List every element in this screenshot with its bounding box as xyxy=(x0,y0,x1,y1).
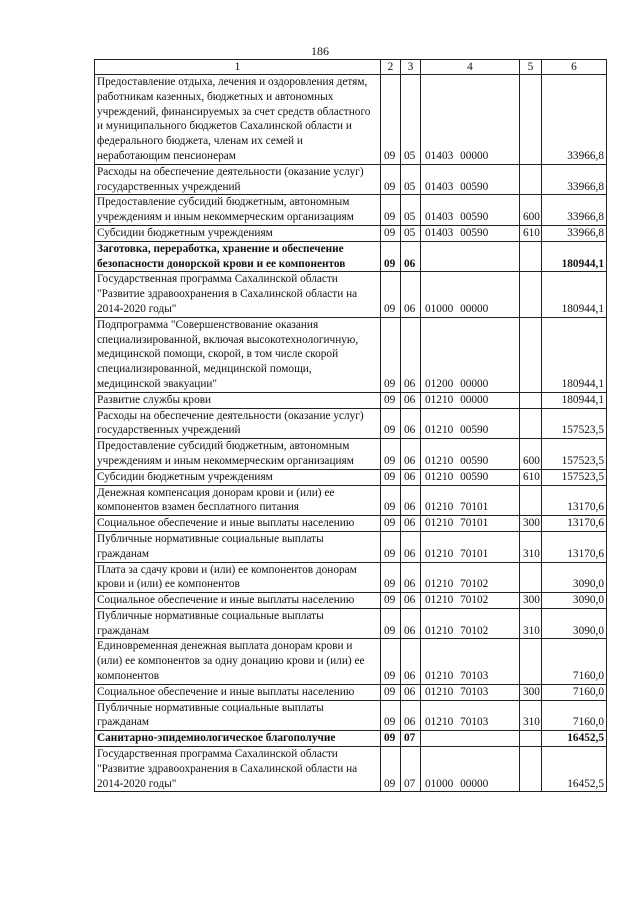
row-target-article xyxy=(421,731,520,747)
row-expense-type xyxy=(520,485,542,516)
row-expense-type xyxy=(520,392,542,408)
row-target-article: 01210 00590 xyxy=(421,439,520,470)
row-amount: 3090,0 xyxy=(542,608,607,639)
row-subsection-code: 06 xyxy=(401,639,421,684)
row-subsection-code: 06 xyxy=(401,392,421,408)
row-expense-type xyxy=(520,241,542,272)
row-section-code: 09 xyxy=(381,516,401,532)
row-subsection-code: 06 xyxy=(401,531,421,562)
row-name: Единовременная денежная выплата донорам крови и (или) ее компонентов за одну донацию крови и (или) ее компонентов xyxy=(95,639,381,684)
row-target-article xyxy=(421,241,520,272)
row-expense-type: 600 xyxy=(520,195,542,226)
row-name: Государственная программа Сахалинской области "Развитие здравоохранения в Сахалинской области на 2014-2020 годы" xyxy=(95,272,381,317)
row-subsection-code: 06 xyxy=(401,469,421,485)
row-target-article: 01210 70103 xyxy=(421,684,520,700)
row-target-article: 01200 00000 xyxy=(421,317,520,392)
row-amount: 180944,1 xyxy=(542,241,607,272)
row-subsection-code: 06 xyxy=(401,272,421,317)
row-expense-type: 310 xyxy=(520,608,542,639)
row-target-article: 01210 70101 xyxy=(421,516,520,532)
row-name: Плата за сдачу крови и (или) ее компонентов донорам крови и (или) ее компонентов xyxy=(95,562,381,593)
table-row xyxy=(95,439,607,470)
row-amount: 33966,8 xyxy=(542,164,607,195)
row-expense-type xyxy=(520,408,542,439)
row-expense-type xyxy=(520,272,542,317)
row-amount: 180944,1 xyxy=(542,392,607,408)
row-section-code: 09 xyxy=(381,593,401,609)
row-amount: 180944,1 xyxy=(542,272,607,317)
page-number: 186 xyxy=(311,44,329,58)
row-section-code: 09 xyxy=(381,272,401,317)
row-amount: 3090,0 xyxy=(542,593,607,609)
row-subsection-code: 06 xyxy=(401,241,421,272)
column-header-target-article: 4 xyxy=(421,60,520,75)
row-target-article: 01210 70102 xyxy=(421,608,520,639)
column-header-name: 1 xyxy=(95,60,381,75)
column-header-section: 2 xyxy=(381,60,401,75)
row-name: Заготовка, переработка, хранение и обеспечение безопасности донорской крови и ее компонентов xyxy=(95,241,381,272)
table-row xyxy=(95,593,607,609)
row-target-article: 01210 00000 xyxy=(421,392,520,408)
row-section-code: 09 xyxy=(381,164,401,195)
table-row xyxy=(95,317,607,392)
row-target-article: 01403 00590 xyxy=(421,195,520,226)
row-amount: 157523,5 xyxy=(542,439,607,470)
row-expense-type xyxy=(520,562,542,593)
row-section-code: 09 xyxy=(381,469,401,485)
row-subsection-code: 06 xyxy=(401,485,421,516)
row-subsection-code: 06 xyxy=(401,439,421,470)
row-amount: 13170,6 xyxy=(542,485,607,516)
row-subsection-code: 06 xyxy=(401,516,421,532)
row-amount: 157523,5 xyxy=(542,469,607,485)
row-amount: 13170,6 xyxy=(542,531,607,562)
table-header-row xyxy=(95,60,607,75)
row-subsection-code: 06 xyxy=(401,700,421,731)
row-target-article: 01210 70102 xyxy=(421,593,520,609)
row-name: Государственная программа Сахалинской области "Развитие здравоохранения в Сахалинской области на 2014-2020 годы" xyxy=(95,747,381,792)
row-subsection-code: 06 xyxy=(401,408,421,439)
row-name: Расходы на обеспечение деятельности (оказание услуг) государственных учреждений xyxy=(95,164,381,195)
row-subsection-code: 05 xyxy=(401,75,421,165)
row-expense-type: 310 xyxy=(520,700,542,731)
row-expense-type: 300 xyxy=(520,593,542,609)
row-target-article: 01210 70101 xyxy=(421,531,520,562)
row-subsection-code: 07 xyxy=(401,731,421,747)
table-row xyxy=(95,562,607,593)
row-expense-type xyxy=(520,747,542,792)
table-row xyxy=(95,700,607,731)
row-expense-type: 610 xyxy=(520,469,542,485)
row-amount: 13170,6 xyxy=(542,516,607,532)
row-name: Предоставление субсидий бюджетным, автономным учреждениям и иным некоммерческим организациям xyxy=(95,195,381,226)
table-row xyxy=(95,225,607,241)
row-section-code: 09 xyxy=(381,639,401,684)
row-section-code: 09 xyxy=(381,225,401,241)
table-row xyxy=(95,485,607,516)
row-name: Расходы на обеспечение деятельности (оказание услуг) государственных учреждений xyxy=(95,408,381,439)
table-row xyxy=(95,408,607,439)
row-amount: 7160,0 xyxy=(542,639,607,684)
row-expense-type: 300 xyxy=(520,684,542,700)
row-section-code: 09 xyxy=(381,562,401,593)
row-target-article: 01210 70101 xyxy=(421,485,520,516)
row-subsection-code: 06 xyxy=(401,317,421,392)
row-name: Публичные нормативные социальные выплаты гражданам xyxy=(95,531,381,562)
row-target-article: 01403 00000 xyxy=(421,75,520,165)
row-expense-type: 600 xyxy=(520,439,542,470)
table-row xyxy=(95,75,607,165)
row-expense-type: 300 xyxy=(520,516,542,532)
row-name: Социальное обеспечение и иные выплаты населению xyxy=(95,516,381,532)
row-subsection-code: 06 xyxy=(401,562,421,593)
column-header-amount: 6 xyxy=(542,60,607,75)
row-target-article: 01210 70103 xyxy=(421,700,520,731)
table-row xyxy=(95,516,607,532)
row-name: Развитие службы крови xyxy=(95,392,381,408)
row-expense-type xyxy=(520,164,542,195)
row-expense-type: 310 xyxy=(520,531,542,562)
row-amount: 33966,8 xyxy=(542,225,607,241)
row-section-code: 09 xyxy=(381,731,401,747)
row-section-code: 09 xyxy=(381,75,401,165)
row-amount: 180944,1 xyxy=(542,317,607,392)
row-section-code: 09 xyxy=(381,747,401,792)
row-section-code: 09 xyxy=(381,195,401,226)
row-section-code: 09 xyxy=(381,485,401,516)
table-row xyxy=(95,195,607,226)
table-row xyxy=(95,608,607,639)
row-target-article: 01210 00590 xyxy=(421,408,520,439)
row-target-article: 01210 70103 xyxy=(421,639,520,684)
table-row xyxy=(95,241,607,272)
row-subsection-code: 06 xyxy=(401,684,421,700)
row-section-code: 09 xyxy=(381,439,401,470)
row-expense-type xyxy=(520,317,542,392)
row-expense-type: 610 xyxy=(520,225,542,241)
row-target-article: 01403 00590 xyxy=(421,164,520,195)
row-name: Субсидии бюджетным учреждениям xyxy=(95,225,381,241)
table-row xyxy=(95,164,607,195)
row-target-article: 01210 70102 xyxy=(421,562,520,593)
row-name: Предоставление субсидий бюджетным, автономным учреждениям и иным некоммерческим организациям xyxy=(95,439,381,470)
row-target-article: 01000 00000 xyxy=(421,747,520,792)
row-subsection-code: 06 xyxy=(401,608,421,639)
row-amount: 7160,0 xyxy=(542,684,607,700)
row-subsection-code: 05 xyxy=(401,195,421,226)
row-name: Публичные нормативные социальные выплаты гражданам xyxy=(95,700,381,731)
row-section-code: 09 xyxy=(381,684,401,700)
table-row xyxy=(95,731,607,747)
row-subsection-code: 06 xyxy=(401,593,421,609)
row-name: Субсидии бюджетным учреждениям xyxy=(95,469,381,485)
row-expense-type xyxy=(520,639,542,684)
row-section-code: 09 xyxy=(381,408,401,439)
row-name: Социальное обеспечение и иные выплаты населению xyxy=(95,593,381,609)
row-name: Предоставление отдыха, лечения и оздоровления детям, работникам казенных, бюджетных и автономных учреждений, финансируемых за счет средств областного и муниципального бюджетов Сахалинской области и федерального бюджета, членам их семей и неработающим пенсионерам xyxy=(95,75,381,165)
row-target-article: 01210 00590 xyxy=(421,469,520,485)
row-amount: 33966,8 xyxy=(542,75,607,165)
column-header-expense-type: 5 xyxy=(520,60,542,75)
table-row xyxy=(95,684,607,700)
row-name: Публичные нормативные социальные выплаты гражданам xyxy=(95,608,381,639)
row-amount: 16452,5 xyxy=(542,731,607,747)
row-amount: 16452,5 xyxy=(542,747,607,792)
table-row xyxy=(95,469,607,485)
table-row xyxy=(95,747,607,792)
row-target-article: 01000 00000 xyxy=(421,272,520,317)
table-row xyxy=(95,272,607,317)
row-amount: 157523,5 xyxy=(542,408,607,439)
row-section-code: 09 xyxy=(381,608,401,639)
row-section-code: 09 xyxy=(381,531,401,562)
row-expense-type xyxy=(520,75,542,165)
row-name: Социальное обеспечение и иные выплаты населению xyxy=(95,684,381,700)
column-header-subsection: 3 xyxy=(401,60,421,75)
row-amount: 3090,0 xyxy=(542,562,607,593)
row-section-code: 09 xyxy=(381,700,401,731)
row-amount: 7160,0 xyxy=(542,700,607,731)
row-expense-type xyxy=(520,731,542,747)
row-section-code: 09 xyxy=(381,392,401,408)
row-amount: 33966,8 xyxy=(542,195,607,226)
row-target-article: 01403 00590 xyxy=(421,225,520,241)
row-subsection-code: 05 xyxy=(401,225,421,241)
table-row xyxy=(95,531,607,562)
table-row xyxy=(95,392,607,408)
row-subsection-code: 07 xyxy=(401,747,421,792)
row-name: Санитарно-эпидемиологическое благополучие xyxy=(95,731,381,747)
row-section-code: 09 xyxy=(381,317,401,392)
row-name: Денежная компенсация донорам крови и (или) ее компонентов взамен бесплатного питания xyxy=(95,485,381,516)
row-name: Подпрограмма "Совершенствование оказания специализированной, включая высокотехнологичную, медицинской помощи, скорой, в том числе скорой специализированной, медицинской помощи, медицинской эвакуации" xyxy=(95,317,381,392)
row-section-code: 09 xyxy=(381,241,401,272)
row-subsection-code: 05 xyxy=(401,164,421,195)
budget-table xyxy=(94,59,607,792)
table-row xyxy=(95,639,607,684)
